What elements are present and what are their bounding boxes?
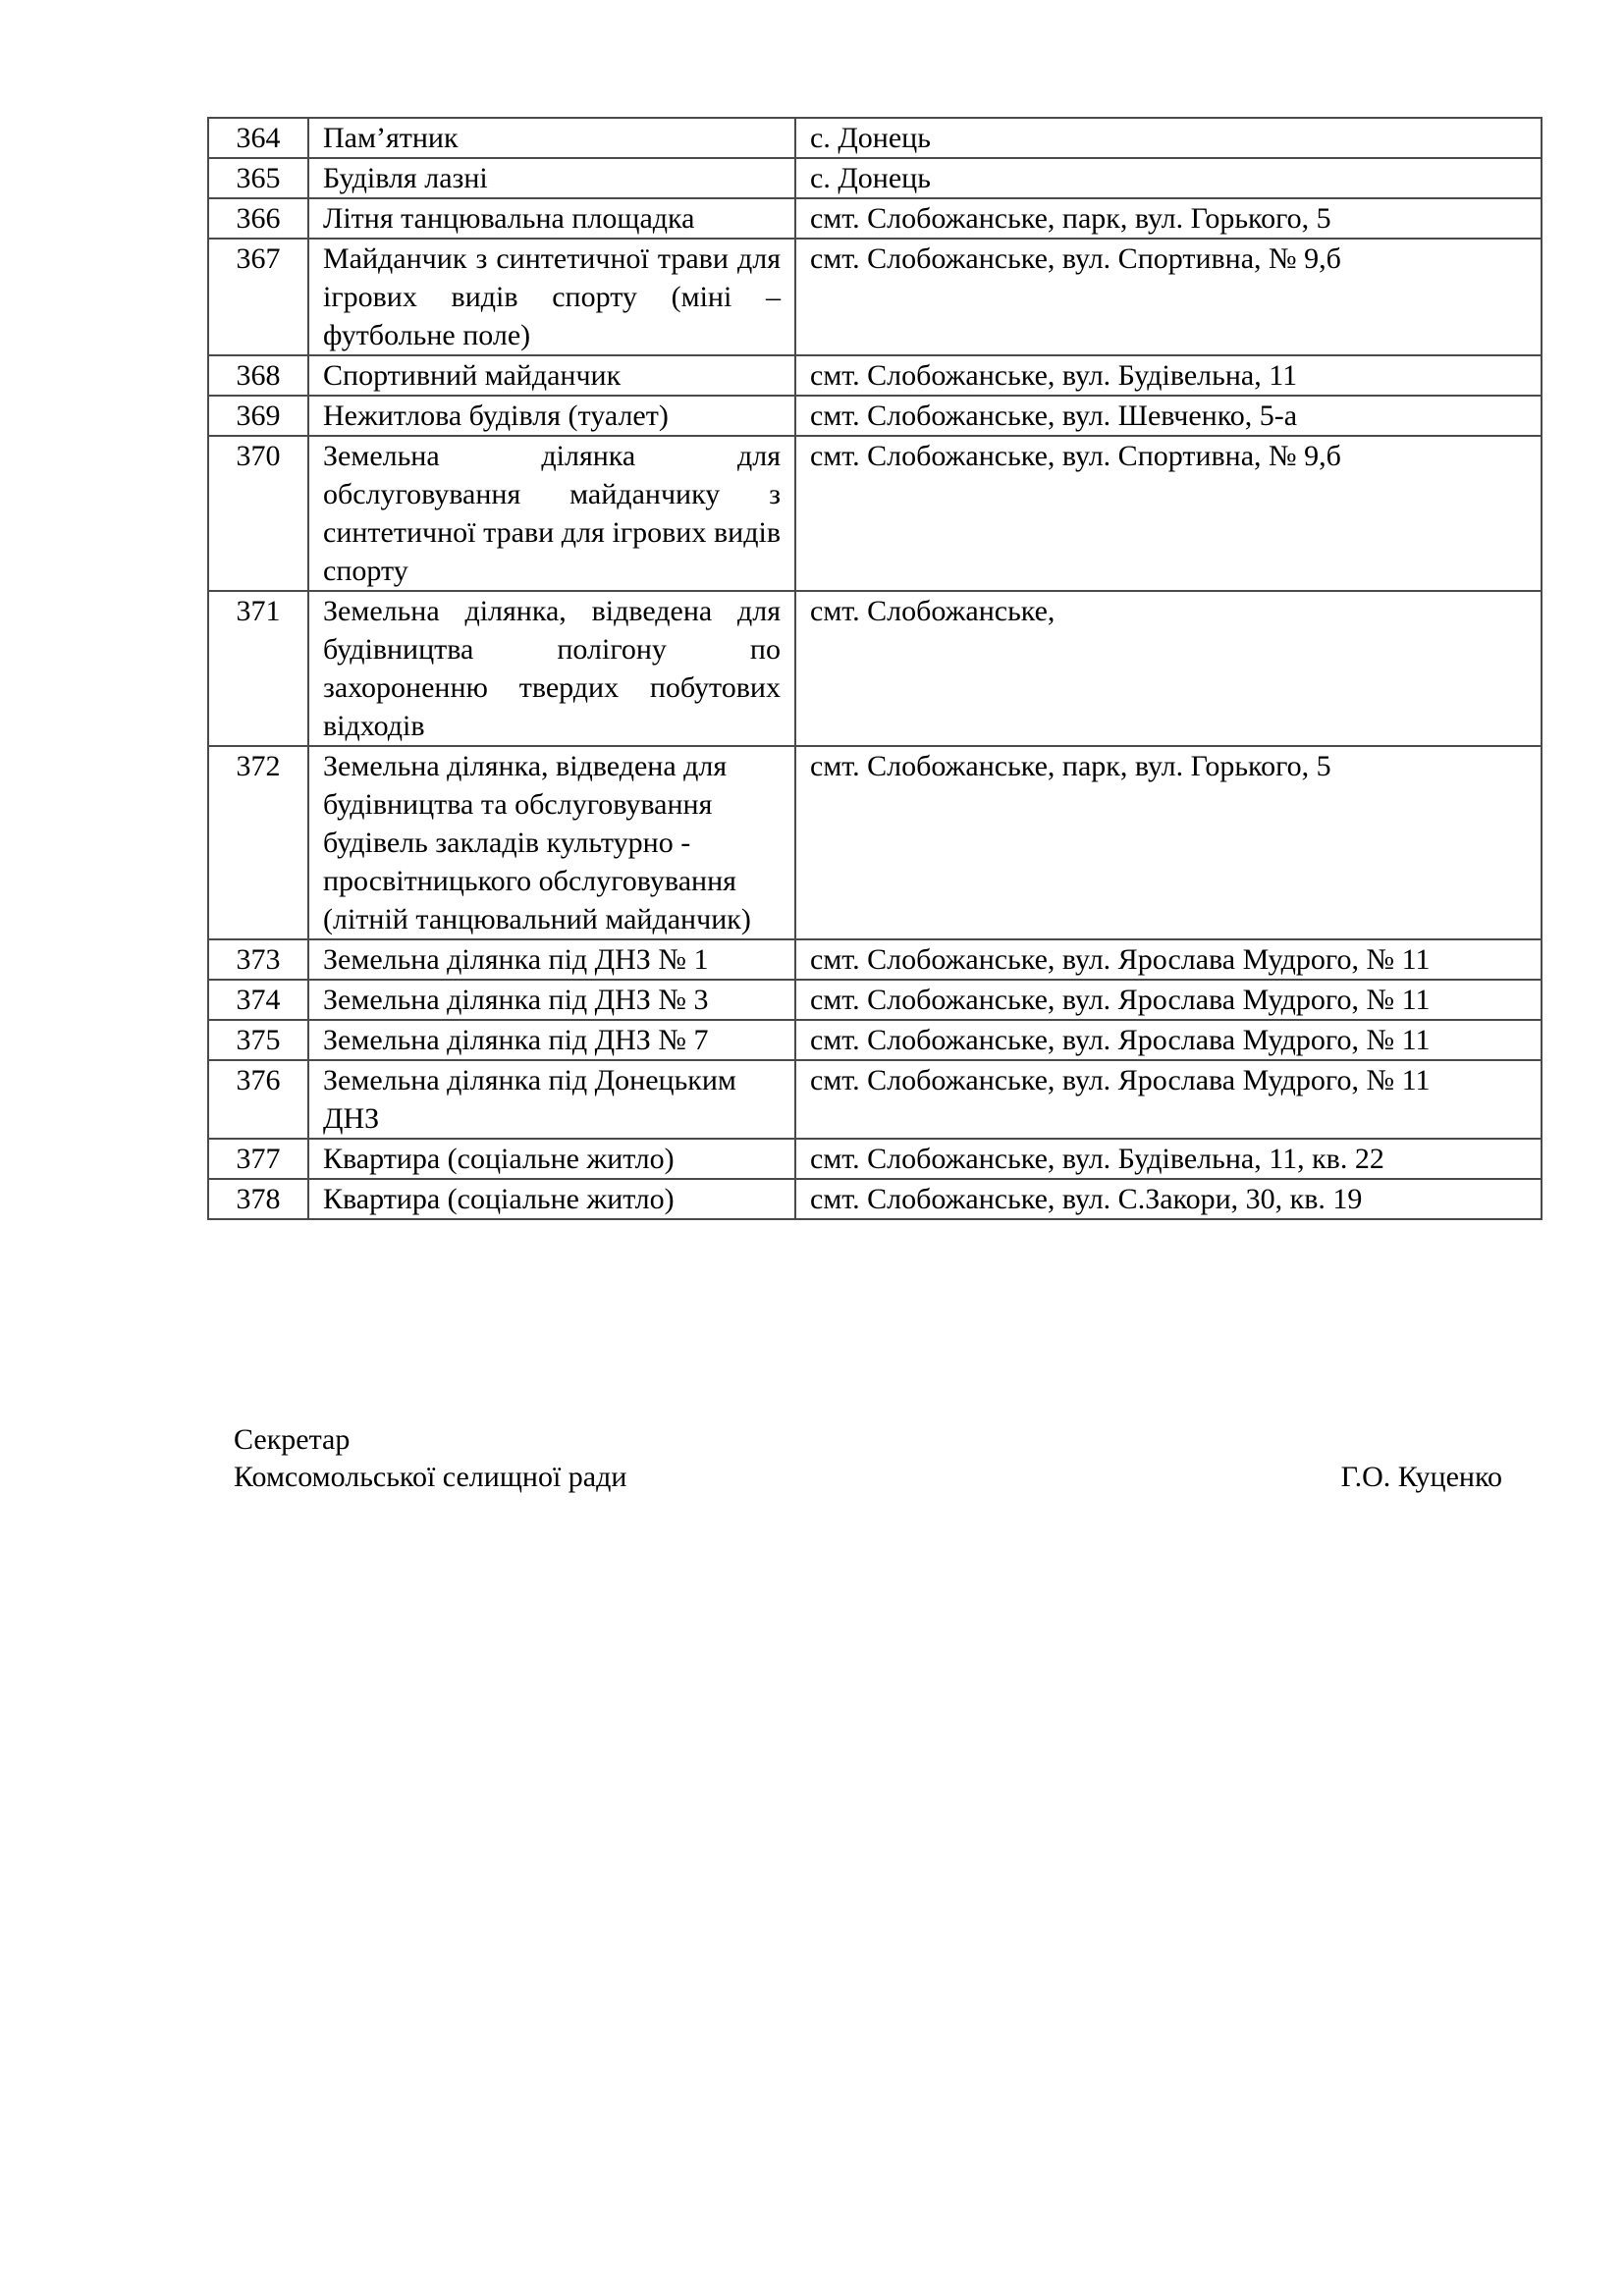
row-number: 368	[208, 355, 308, 396]
row-number: 373	[208, 939, 308, 980]
row-number: 378	[208, 1179, 308, 1219]
object-address: смт. Слобожанське, вул. Ярослава Мудрого, № 11	[795, 1060, 1542, 1139]
table-row	[208, 980, 1542, 1020]
row-number: 369	[208, 396, 308, 436]
object-address: с. Донець	[795, 158, 1542, 198]
row-number: 365	[208, 158, 308, 198]
object-name: Земельна ділянка під ДНЗ № 3	[308, 980, 795, 1020]
row-number: 375	[208, 1020, 308, 1060]
table-row	[208, 591, 1542, 746]
row-number: 377	[208, 1139, 308, 1179]
object-name: Земельна ділянка під Донецьким ДНЗ	[308, 1060, 795, 1139]
table-row	[208, 118, 1542, 158]
row-number: 374	[208, 980, 308, 1020]
table-row	[208, 939, 1542, 980]
row-number: 367	[208, 239, 308, 355]
table-row	[208, 1179, 1542, 1219]
object-address: смт. Слобожанське, вул. Шевченко, 5-а	[795, 396, 1542, 436]
object-address: смт. Слобожанське, вул. Будівельна, 11, кв. 22	[795, 1139, 1542, 1179]
table-row	[208, 239, 1542, 355]
object-address: смт. Слобожанське, вул. Спортивна, № 9,б	[795, 436, 1542, 591]
row-number: 370	[208, 436, 308, 591]
object-name: Земельна ділянка для обслуговування майданчику з синтетичної трави для ігрових видів спорту	[308, 436, 795, 591]
table-row	[208, 396, 1542, 436]
council-name: Комсомольської селищної ради	[234, 1461, 627, 1493]
object-address: смт. Слобожанське, вул. Будівельна, 11	[795, 355, 1542, 396]
signatory-position: Секретар	[234, 1423, 351, 1456]
signatory-name: Г.О. Куценко	[1340, 1461, 1502, 1493]
object-address: смт. Слобожанське, вул. С.Закори, 30, кв. 19	[795, 1179, 1542, 1219]
object-address: смт. Слобожанське, вул. Спортивна, № 9,б	[795, 239, 1542, 355]
signature-position-line	[234, 1421, 1502, 1459]
row-number: 364	[208, 118, 308, 158]
table-row	[208, 436, 1542, 591]
property-table	[207, 117, 1543, 1220]
object-name: Земельна ділянка під ДНЗ № 1	[308, 939, 795, 980]
object-address: смт. Слобожанське, вул. Ярослава Мудрого, № 11	[795, 980, 1542, 1020]
object-name: Майданчик з синтетичної трави для ігрових видів спорту (міні – футбольне поле)	[308, 239, 795, 355]
object-name: Спортивний майданчик	[308, 355, 795, 396]
object-name: Пам’ятник	[308, 118, 795, 158]
table-row	[208, 355, 1542, 396]
table-row	[208, 158, 1542, 198]
object-address: смт. Слобожанське,	[795, 591, 1542, 746]
object-name: Земельна ділянка під ДНЗ № 7	[308, 1020, 795, 1060]
object-name: Квартира (соціальне житло)	[308, 1139, 795, 1179]
object-address: с. Донець	[795, 118, 1542, 158]
table-row	[208, 198, 1542, 239]
object-name: Літня танцювальна площадка	[308, 198, 795, 239]
object-address: смт. Слобожанське, парк, вул. Горького, 5	[795, 198, 1542, 239]
object-name: Будівля лазні	[308, 158, 795, 198]
row-number: 371	[208, 591, 308, 746]
object-address: смт. Слобожанське, парк, вул. Горького, 5	[795, 746, 1542, 939]
object-address: смт. Слобожанське, вул. Ярослава Мудрого, № 11	[795, 1020, 1542, 1060]
object-name: Нежитлова будівля (туалет)	[308, 396, 795, 436]
object-name: Земельна ділянка, відведена для будівництва та обслуговування будівель закладів культурно - просвітницького обслуговування (літній танцювальний майданчик)	[308, 746, 795, 939]
table-row	[208, 1139, 1542, 1179]
object-name: Земельна ділянка, відведена для будівництва полігону по захороненню твердих побутових відходів	[308, 591, 795, 746]
table-row	[208, 1060, 1542, 1139]
signature-block	[234, 1421, 1502, 1496]
object-address: смт. Слобожанське, вул. Ярослава Мудрого, № 11	[795, 939, 1542, 980]
signature-council-line	[234, 1459, 1502, 1496]
table-row	[208, 746, 1542, 939]
row-number: 376	[208, 1060, 308, 1139]
table-row	[208, 1020, 1542, 1060]
row-number: 372	[208, 746, 308, 939]
row-number: 366	[208, 198, 308, 239]
object-name: Квартира (соціальне житло)	[308, 1179, 795, 1219]
